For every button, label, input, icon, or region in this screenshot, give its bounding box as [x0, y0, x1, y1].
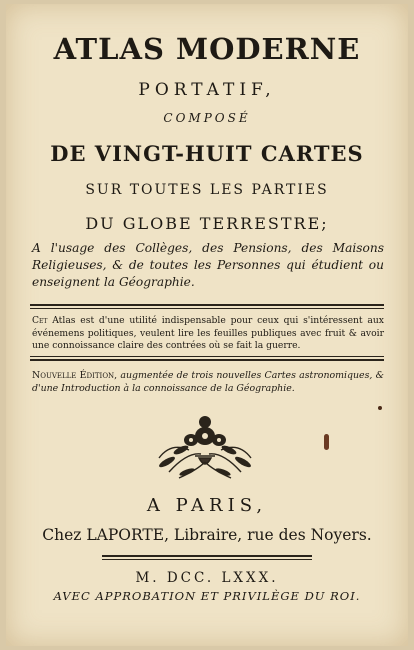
- divider-rule: [30, 356, 384, 357]
- description-lead: Cet: [32, 315, 48, 326]
- usage-statement: A l'usage des Collèges, des Pensions, des Maisons Religieuses, & de toutes les Personnes qui étudient ou enseignent la Géographie.: [32, 241, 384, 289]
- description-text: Atlas est d'une utilité indispensable pour ceux qui s'intéressent aux événemens politiques, veulent lire les feuilles publiques avec fruit & avoir une connoissance claire des contrées où se fait la guerre.: [32, 315, 384, 351]
- title-line-compose: COMPOSÉ: [163, 111, 251, 125]
- title-line-portatif: PORTATIF,: [138, 80, 276, 100]
- edition-text: augmentée de trois nouvelles Cartes astronomiques, & d'une Introduction à la connoissance de la Géographie.: [32, 370, 384, 394]
- description-paragraph: [32, 315, 384, 353]
- title-line-parties: SUR TOUTES LES PARTIES: [85, 182, 329, 198]
- divider-rule: [30, 308, 384, 309]
- divider-rule: [102, 559, 312, 560]
- divider-rule: [30, 304, 384, 306]
- title-line-atlas-moderne: ATLAS MODERNE: [53, 32, 361, 66]
- imprint-place: A PARIS,: [146, 495, 268, 516]
- floral-basket-ornament-icon: [149, 412, 261, 484]
- ink-stain: [324, 434, 329, 450]
- publication-date: M. DCC. LXXX.: [135, 570, 279, 586]
- royal-privilege: AVEC APPROBATION ET PRIVILÈGE DU ROI.: [53, 589, 361, 603]
- title-page: [6, 4, 408, 646]
- divider-rule: [102, 555, 312, 557]
- edition-note: [32, 370, 384, 395]
- title-line-cartes: DE VINGT-HUIT CARTES: [50, 141, 364, 166]
- title-line-globe: DU GLOBE TERRESTRE;: [85, 214, 329, 233]
- imprint-publisher: Chez LAPORTE, Libraire, rue des Noyers.: [42, 526, 372, 544]
- edition-lead: Nouvelle Édition,: [32, 370, 118, 381]
- ink-stain: [378, 406, 382, 410]
- divider-rule: [30, 359, 384, 361]
